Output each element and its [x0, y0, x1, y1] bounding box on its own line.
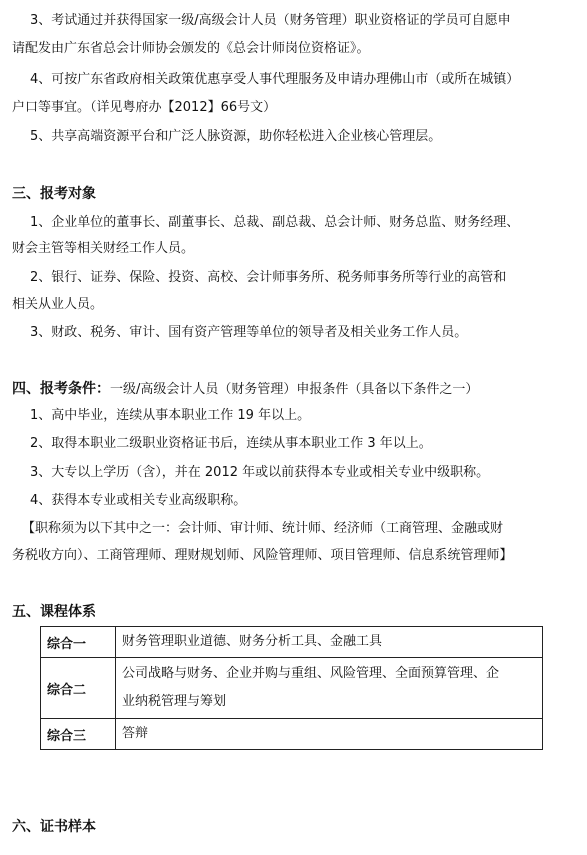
intro-item-3-line2: 请配发由广东省总会计师协会颁发的《总会计师岗位资格证》。 [12, 41, 370, 56]
section-4-line: 4、获得本专业或相关专业高级职称。 [30, 493, 247, 508]
table-row [41, 627, 543, 658]
section-6-title: 六、证书样本 [12, 819, 96, 835]
course-table [40, 626, 543, 750]
intro-item-5: 5、共享高端资源平台和广泛人脉资源，助你轻松进入企业核心管理层。 [30, 129, 442, 144]
section-4-line: 1、高中毕业，连续从事本职业工作 19 年以上。 [30, 408, 311, 423]
course-name: 综合二 [41, 658, 116, 719]
section-3-line: 3、财政、税务、审计、国有资产管理等单位的领导者及相关业务工作人员。 [30, 325, 468, 340]
section-4-line: 【职称须为以下其中之一：会计师、审计师、统计师、经济师（工商管理、金融或财 [22, 521, 504, 536]
intro-item-4-line2: 户口等事宜。（详见粤府办【2012】66号文） [12, 100, 277, 115]
section-3-line: 相关从业人员。 [12, 297, 104, 312]
section-4-heading: 四、报考条件： [12, 381, 110, 397]
course-content: 财务管理职业道德、财务分析工具、金融工具 [116, 627, 543, 658]
table-row [41, 719, 543, 750]
section-3-title: 三、报考对象 [12, 186, 96, 202]
course-content [116, 658, 543, 719]
course-name: 综合三 [41, 719, 116, 750]
section-5-title: 五、课程体系 [12, 604, 96, 620]
course-name: 综合一 [41, 627, 116, 658]
section-4-line: 务税收方向）、工商管理师、理财规划师、风险管理师、项目管理师、信息系统管理师】 [12, 548, 513, 563]
table-row [41, 658, 543, 719]
course-content-line: 公司战略与财务、企业并购与重组、风险管理、全面预算管理、企 [122, 666, 500, 681]
course-content: 答辩 [116, 719, 543, 750]
section-4-title-note: 一级/高级会计人员（财务管理）申报条件（具备以下条件之一） [110, 382, 479, 397]
intro-item-3-line1: 3、考试通过并获得国家一级/高级会计人员（财务管理）职业资格证的学员可自愿申 [30, 13, 511, 28]
intro-item-4-line1: 4、可按广东省政府相关政策优惠享受人事代理服务及申请办理佛山市（或所在城镇） [30, 72, 520, 87]
section-4-title [12, 380, 478, 399]
course-content-line: 业纳税管理与筹划 [122, 694, 227, 709]
section-4-line: 3、大专以上学历（含），并在 2012 年或以前获得本专业或相关专业中级职称。 [30, 465, 490, 480]
section-4-line: 2、取得本职业二级职业资格证书后，连续从事本职业工作 3 年以上。 [30, 436, 432, 451]
section-3-line: 财会主管等相关财经工作人员。 [12, 241, 195, 256]
section-3-line: 2、银行、证券、保险、投资、高校、会计师事务所、税务师事务所等行业的高管和 [30, 270, 507, 285]
section-3-line: 1、企业单位的董事长、副董事长、总裁、副总裁、总会计师、财务总监、财务经理、 [30, 215, 520, 230]
